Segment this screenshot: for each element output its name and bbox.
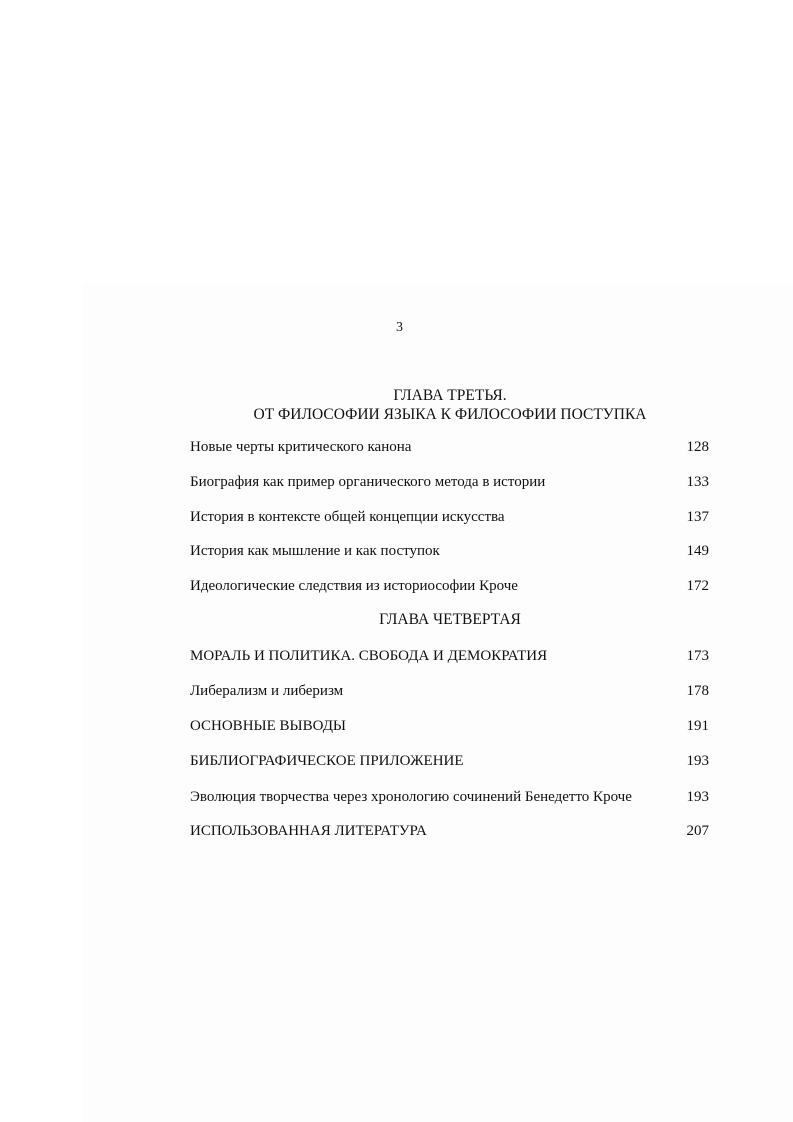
chapter-four-label: ГЛАВА ЧЕТВЕРТАЯ xyxy=(379,611,521,628)
toc-entry-page: 173 xyxy=(686,648,709,664)
toc-entry[interactable] xyxy=(190,576,709,596)
toc-entry-page: 133 xyxy=(686,474,709,490)
toc-entry-page: 193 xyxy=(686,753,709,769)
toc-entry-page: 193 xyxy=(686,789,709,805)
toc-entry-title: Новые черты критического канона xyxy=(190,439,412,455)
chapter-three-title: ОТ ФИЛОСОФИИ ЯЗЫКА К ФИЛОСОФИИ ПОСТУПКА xyxy=(253,406,647,423)
toc-entry-page: 207 xyxy=(686,823,709,839)
toc-entry[interactable] xyxy=(190,437,709,457)
chapter-three-heading xyxy=(190,386,710,424)
chapter-three-label: ГЛАВА ТРЕТЬЯ. xyxy=(393,387,507,404)
toc-entry-title: История как мышление и как поступок xyxy=(190,543,440,559)
toc-entry-page: 191 xyxy=(686,718,709,734)
toc-entry[interactable] xyxy=(190,681,709,701)
toc-entry-title: МОРАЛЬ И ПОЛИТИКА. СВОБОДА И ДЕМОКРАТИЯ xyxy=(190,648,548,664)
toc-entry[interactable] xyxy=(190,821,709,841)
toc-entry-title: ИСПОЛЬЗОВАННАЯ ЛИТЕРАТУРА xyxy=(190,823,427,839)
toc-entry-title: Биография как пример органического метода в истории xyxy=(190,474,546,490)
page-number: 3 xyxy=(396,320,403,335)
toc-entry[interactable] xyxy=(190,751,709,771)
toc-entry-title: ОСНОВНЫЕ ВЫВОДЫ xyxy=(190,718,347,734)
toc-entry-page: 128 xyxy=(686,439,709,455)
toc-entry-title: Либерализм и либеризм xyxy=(190,683,344,699)
toc-entry-title: БИБЛИОГРАФИЧЕСКОЕ ПРИЛОЖЕНИЕ xyxy=(190,753,464,769)
toc-entry[interactable] xyxy=(190,507,709,527)
toc-entry[interactable] xyxy=(190,787,709,807)
chapter-four-heading xyxy=(190,610,710,629)
toc-entry[interactable] xyxy=(190,716,709,736)
toc-entry-title: История в контексте общей концепции искусства xyxy=(190,509,505,525)
toc-entry[interactable] xyxy=(190,472,709,492)
toc-entry-page: 178 xyxy=(686,683,709,699)
toc-entry-page: 172 xyxy=(686,578,709,594)
toc-entry-page: 149 xyxy=(686,543,709,559)
toc-entry[interactable] xyxy=(190,646,709,666)
toc-entry-page: 137 xyxy=(686,509,709,525)
toc-entry[interactable] xyxy=(190,541,709,561)
toc-entry-title: Идеологические следствия из историософии Кроче xyxy=(190,578,518,594)
toc-entry-title: Эволюция творчества через хронологию сочинений Бенедетто Кроче xyxy=(190,789,632,805)
